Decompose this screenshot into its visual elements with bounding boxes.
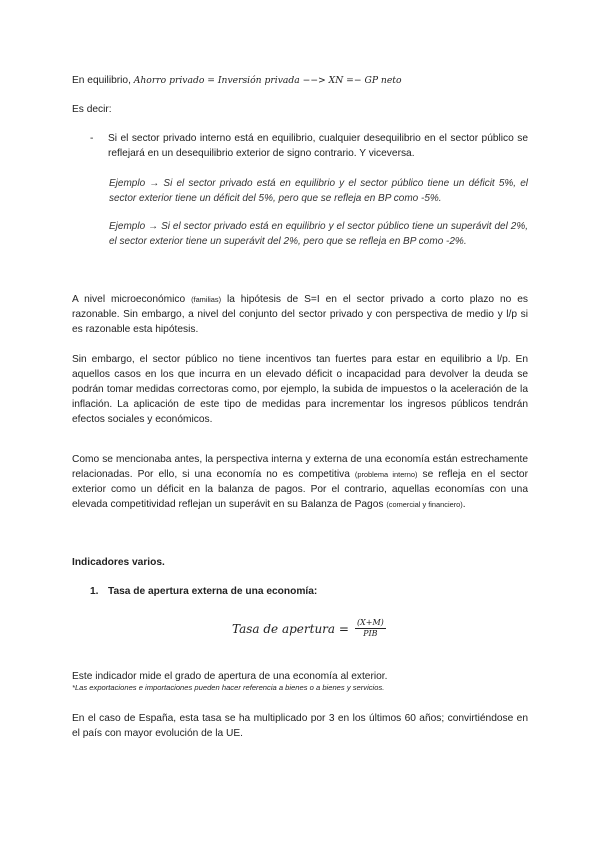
paragraph-indicator: Este indicador mide el grado de apertura de una economía al exterior. — [72, 671, 388, 682]
opening-rate-formula — [232, 618, 386, 639]
para3-small-2: (comercial y financiero) — [386, 500, 463, 509]
para1-text-a: A nivel microeconómico — [72, 294, 186, 305]
equilibrium-line — [72, 73, 528, 88]
formula-fraction — [355, 618, 386, 639]
footnote: *Las exportaciones e importaciones pueden hacer referencia a bienes o a bienes y servicios. — [72, 683, 385, 692]
para3-small-1: (problema interno) — [354, 470, 418, 479]
es-decir: Es decir: — [72, 104, 112, 115]
formula-lhs: Tasa de apertura = — [232, 621, 349, 636]
equilibrium-prefix: En equilibrio, — [72, 75, 131, 86]
section-heading: Indicadores varios. — [72, 557, 165, 568]
bullet-text: Si el sector privado interno está en equilibrio, cualquier desequilibrio en el sector público se reflejará en un desequilibrio exterior de signo contrario. Y viceversa. — [108, 133, 528, 159]
example-superavit: Ejemplo → Si el sector privado está en equilibrio y el sector público tiene un superávit del 2%, el sector exterior tiene un superávit del 2%, pero que se refleja en BP como -2%. — [109, 221, 528, 247]
item-title: Tasa de apertura externa de una economía: — [108, 586, 318, 597]
paragraph-microeconomic — [72, 292, 528, 337]
item-number: 1. — [90, 586, 99, 597]
example-deficit: Ejemplo → Si el sector privado está en equilibrio y el sector público tiene un déficit 5%, el sector exterior tiene un déficit del 5%, pero que se refleja en BP como -5%. — [109, 178, 528, 204]
para3-text-a: Como se mencionaba antes, la perspectiva interna y externa de una economía están estrechamente relacionadas. Por ello, si una economía no es competitiva — [72, 454, 528, 480]
equilibrium-formula: Ahorro privado = Inversión privada −−> XN =− GP neto — [133, 75, 402, 86]
paragraph-competitiveness — [72, 452, 528, 512]
formula-numerator: (X+M) — [356, 618, 384, 627]
para3-text-b: se refleja en el sector exterior como un déficit en la balanza de pagos. Por el contrario, aquellas economías con una elevada competitividad reflejan un superávit en su Balanza de Pagos — [72, 469, 528, 510]
para1-text-b: la hipótesis de S=I en el sector privado a corto plazo no es razonable. Sin embargo, a nivel del conjunto del sector privado y con perspectiva de medio y l/p si es razonable esta hipótesis. — [72, 294, 528, 335]
paragraph-spain: En el caso de España, esta tasa se ha multiplicado por 3 en los últimos 60 años; convirtiéndose en el país con mayor evolución de la UE. — [72, 713, 528, 739]
bullet-dash: - — [90, 133, 94, 144]
paragraph-public-sector: Sin embargo, el sector público no tiene incentivos tan fuertes para estar en equilibrio a l/p. En aquellos casos en los que incurra en un elevado déficit o incapacidad para devolver la deuda se podrán tomar medidas correctoras como, por ejemplo, la subida de impuestos o la aceleración de la inflación. La aplicación de este tipo de medidas para incrementar los ingresos públicos tendrán efectos sociales y económicos. — [72, 354, 528, 425]
para3-text-c: . — [462, 499, 466, 510]
formula-denominator: PIB — [363, 629, 378, 638]
para1-small: (familias) — [191, 295, 222, 304]
